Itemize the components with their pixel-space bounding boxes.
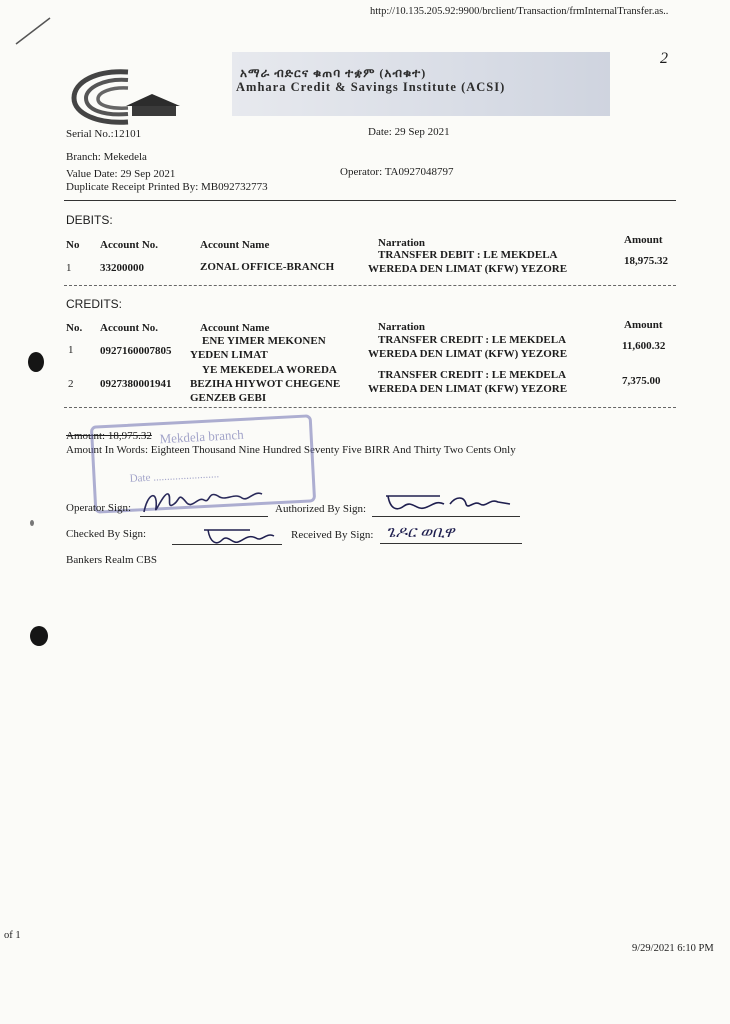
credit-row-1-no: 1 [68,344,74,356]
authorized-signature [378,486,518,518]
credits-col-narration: Narration [378,321,426,333]
punch-hole [28,352,44,372]
checked-signature [200,524,280,552]
credit-row-2-account-no: 0927380001941 [100,378,172,390]
acsi-logo-icon [68,66,190,128]
credits-col-no: No. [66,322,83,334]
debits-col-account-name: Account Name [200,239,270,251]
debits-col-no: No [66,239,80,251]
operator-id: Operator: TA0927048797 [340,166,454,178]
credit-row-2-name-3: GENZEB GEBI [190,392,267,404]
credit-row-2-narration-1: TRANSFER CREDIT : LE MEKDELA [378,369,567,381]
total-amount: Amount: 18,975.32 [66,430,152,442]
stamp-date: Date ........................ [129,468,220,485]
pen-stroke-mark [14,14,54,48]
print-timestamp: 9/29/2021 6:10 PM [632,943,714,954]
page-mark: 2 [660,50,668,67]
ink-speck [30,520,34,526]
divider [64,285,676,286]
punch-hole [30,626,48,646]
debits-col-amount: Amount [624,234,663,246]
operator-sign-label: Operator Sign: [66,502,132,514]
header-title-amharic: አማራ ብድርና ቁጠባ ተቋም (አብቁተ) [240,66,427,80]
credit-row-1-narration-2: WEREDA DEN LIMAT (KFW) YEZORE [368,348,568,360]
value-date: Value Date: 29 Sep 2021 [66,168,176,180]
credit-row-2-amount: 7,375.00 [622,375,661,387]
amount-in-words: Amount In Words: Eighteen Thousand Nine Hundred Seventy Five BIRR And Thirty Two Cents Only [66,444,516,456]
checked-sign-label: Checked By Sign: [66,528,147,540]
credit-row-1-name-1: ENE YIMER MEKONEN [202,335,326,347]
debit-row-narration-2: WEREDA DEN LIMAT (KFW) YEZORE [368,263,568,275]
authorized-sign-label: Authorized By Sign: [275,503,367,515]
stamp-title: Mekdela branch [159,426,245,447]
credits-col-account-name: Account Name [200,322,270,334]
operator-signature [138,484,266,520]
debits-heading: DEBITS: [66,213,113,227]
debits-col-narration: Narration [378,237,426,249]
page-count: of 1 [4,930,21,941]
divider [64,200,676,201]
branch-name: Branch: Mekedela [66,151,147,163]
credit-row-1-name-2: YEDEN LIMAT [190,349,268,361]
duplicate-printed-by: Duplicate Receipt Printed By: MB092732773 [66,181,268,193]
debit-row-account-name: ZONAL OFFICE-BRANCH [200,261,335,273]
credits-col-account-no: Account No. [100,322,159,334]
credit-row-2-narration-2: WEREDA DEN LIMAT (KFW) YEZORE [368,383,568,395]
received-sign-line [380,543,522,544]
divider [64,407,676,408]
debit-row-no: 1 [66,262,72,274]
receipt-date: Date: 29 Sep 2021 [368,126,450,138]
credit-row-1-narration-1: TRANSFER CREDIT : LE MEKDELA [378,334,567,346]
debits-col-account-no: Account No. [100,239,159,251]
serial-number: Serial No.:12101 [66,128,142,140]
header-title-english: Amhara Credit & Savings Institute (ACSI) [236,80,506,94]
credit-row-2-name-1: YE MEKEDELA WOREDA [202,364,337,376]
received-signature: ጌዶር ወቢዋ [386,524,455,541]
credits-col-amount: Amount [624,319,663,331]
credit-row-2-no: 2 [68,378,74,390]
debit-row-account-no: 33200000 [100,262,144,274]
credit-row-1-account-no: 0927160007805 [100,345,172,357]
credit-row-1-amount: 11,600.32 [622,340,666,352]
page-url: http://10.135.205.92:9900/brclient/Transaction/frmInternalTransfer.as.. [370,6,669,17]
debit-row-narration-1: TRANSFER DEBIT : LE MEKDELA [378,249,558,261]
received-sign-label: Received By Sign: [291,529,374,541]
credits-heading: CREDITS: [66,297,123,311]
system-footer: Bankers Realm CBS [66,554,158,566]
credit-row-2-name-2: BEZIHA HIYWOT CHEGENE [190,378,341,390]
debit-row-amount: 18,975.32 [624,255,668,267]
